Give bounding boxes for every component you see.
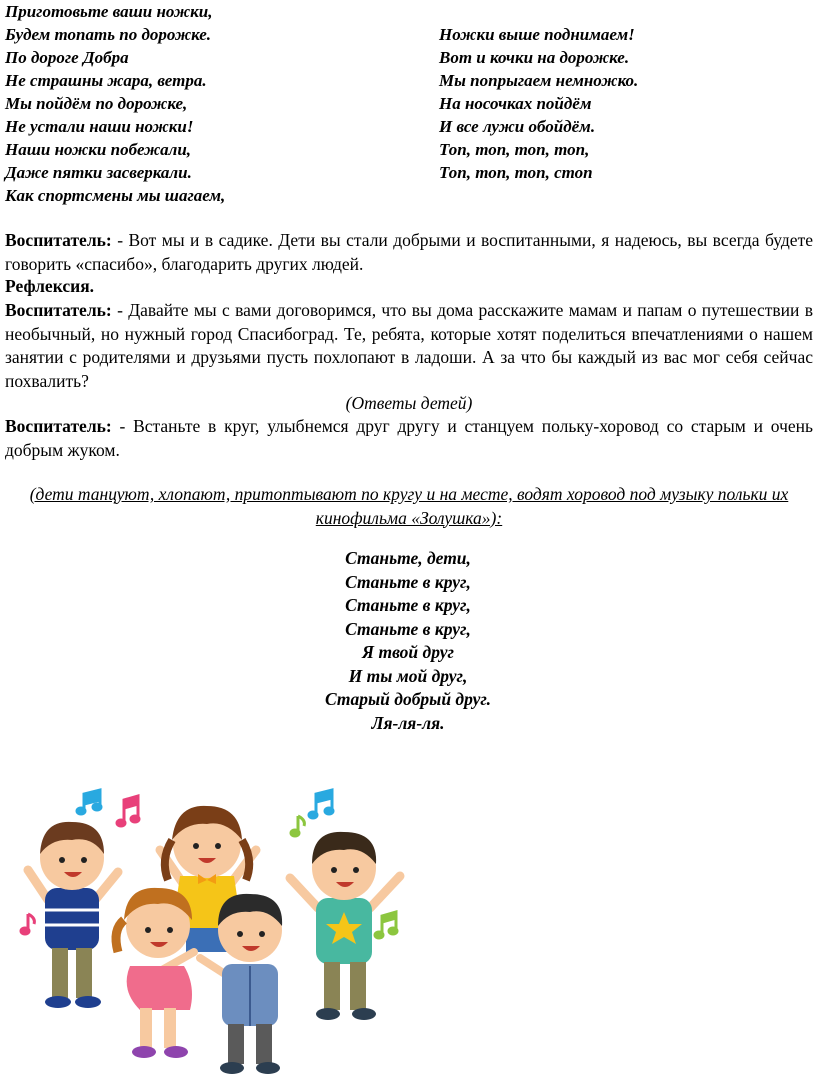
music-note-icon (375, 912, 397, 938)
child-figure (28, 822, 118, 1008)
poem-line: Вот и кочки на дорожке. (439, 48, 630, 67)
poem-line: На носочках пойдём (439, 94, 592, 113)
song-line: Станьте в круг, (345, 595, 471, 615)
song-line: Станьте в круг, (345, 618, 471, 639)
speaker-label: Воспитатель: (5, 230, 112, 250)
speaker-label: Воспитатель: (5, 416, 112, 436)
music-note-icon (117, 796, 139, 826)
poem-line: Топ, топ, топ, топ, (439, 140, 590, 159)
paragraph-text: - Вот мы и в садике. Дети вы стали добрыми и воспитанными, я надеюсь, вы всегда будете говорить «спасибо», благодарить других людей. (5, 230, 813, 274)
music-note-icon (21, 914, 34, 934)
teacher-paragraph-2 (5, 299, 813, 393)
song-lyrics (0, 547, 816, 735)
dancing-children-illustration (0, 780, 440, 1080)
teacher-paragraph-1 (5, 229, 813, 276)
poem-line: Мы пойдём по дорожке, (5, 94, 188, 113)
poem-line: Приготовьте ваши ножки, (5, 2, 213, 21)
child-figure (116, 888, 194, 1058)
music-note-icon (291, 816, 304, 836)
reflection-heading: Рефлексия. (5, 276, 95, 296)
poem-line: Ножки выше поднимаем! (439, 25, 635, 44)
song-line: Старый добрый друг. (324, 689, 492, 709)
poem-line: Даже пятки засверкали. (5, 163, 192, 182)
speaker-label: Воспитатель: (5, 300, 112, 320)
answers-note: (Ответы детей) (345, 393, 473, 413)
paragraph-text: - Встаньте в круг, улыбнемся друг другу и станцуем польку-хоровод со старым и очень добрым жуком. (5, 416, 813, 460)
stage-direction: (дети танцуют, хлопают, притоптывают по кругу и на месте, водят хоровод под музыку польки их кинофильма «Золушка»): (29, 484, 789, 528)
paragraph-text: - Давайте мы с вами договоримся, что вы дома расскажите мамам и папам о путешествии в необычный, но нужный город Спасибоград. Те, ребята, которые хотят поделиться впечатлениями о нашем занятии с родителями и друзьями пусть похлопают в ладоши. А за что бы каждый из вас мог себя сейчас похвалить? (5, 300, 813, 391)
song-line: Станьте в круг, (345, 571, 471, 592)
poem-line: Не устали наши ножки! (5, 117, 194, 136)
poem-left-column (5, 0, 225, 207)
song-line: Станьте, дети, (345, 548, 471, 568)
song-line: Я твой друг (362, 642, 454, 662)
music-note-icon (309, 790, 333, 818)
music-note-icon (77, 790, 101, 814)
poem-line: Не страшны жара, ветра. (5, 71, 207, 90)
poem-line: Как спортсмены мы шагаем, (5, 186, 226, 205)
poem-line: Наши ножки побежали, (5, 140, 192, 159)
teacher-paragraph-3 (5, 415, 813, 462)
poem-line: Мы попрыгаем немножко. (439, 71, 639, 90)
poem-line: Топ, топ, топ, стоп (439, 163, 593, 182)
poem-right-column (439, 23, 638, 184)
poem-line: По дороге Добра (5, 48, 129, 67)
song-line: И ты мой друг, (348, 665, 468, 686)
song-line: Ля-ля-ля. (371, 712, 445, 733)
poem-line: И все лужи обойдём. (439, 117, 596, 136)
poem-line: Будем топать по дорожке. (5, 25, 212, 44)
